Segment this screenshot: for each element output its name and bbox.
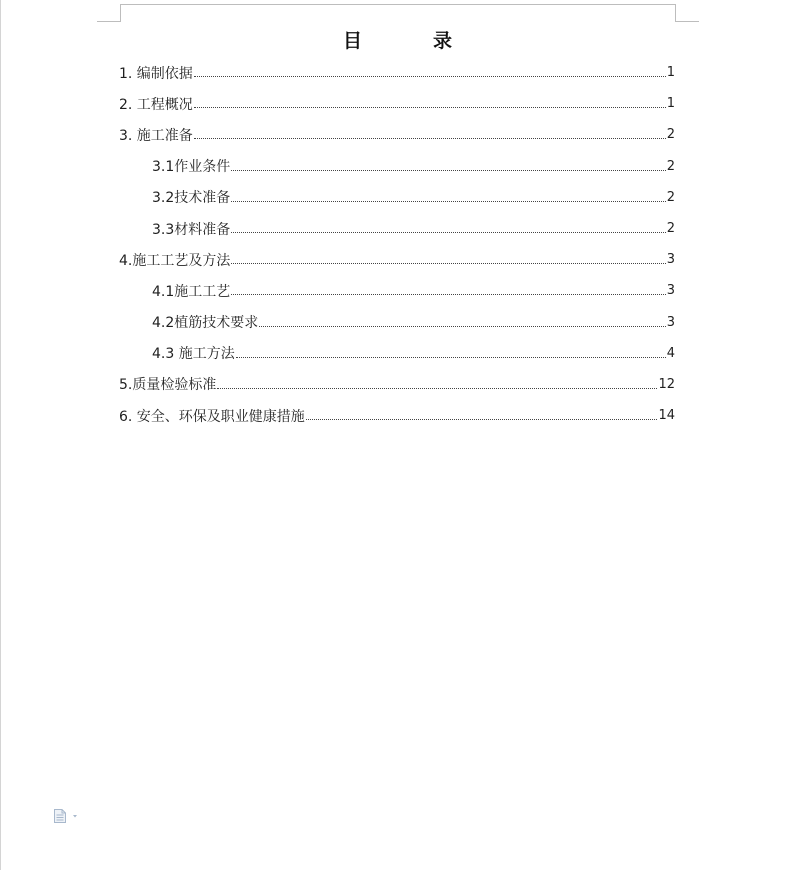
- toc-entry-page-number: 3: [666, 283, 675, 299]
- toc-dot-leader: [217, 388, 657, 389]
- toc-dot-leader: [306, 419, 658, 420]
- toc-dot-leader: [231, 232, 665, 233]
- toc-entry-label: 3.1作业条件: [152, 159, 231, 176]
- toc-entry-page-number: 12: [658, 376, 675, 392]
- crop-mark-left-horizontal: [97, 21, 121, 22]
- toc-dot-leader: [194, 76, 666, 77]
- toc-dot-leader: [259, 326, 665, 327]
- crop-mark-left: [120, 4, 121, 22]
- toc-entry-label: 4.2植筋技术要求: [152, 315, 259, 332]
- toc-entry-label: 4.3 施工方法: [152, 346, 235, 363]
- crop-mark-right: [675, 4, 676, 22]
- toc-entry-page-number: 2: [666, 221, 675, 237]
- toc-title: 目 录: [342, 30, 478, 52]
- chevron-down-icon: [73, 815, 77, 818]
- toc-dot-leader: [231, 294, 665, 295]
- toc-entry-label: 1. 编制依据: [119, 65, 193, 82]
- toc-entry-page-number: 3: [666, 252, 675, 268]
- toc-entry-page-number: 1: [666, 96, 675, 112]
- header-rule: [120, 4, 675, 5]
- toc-entry[interactable]: [119, 182, 675, 213]
- toc-entry-page-number: 2: [666, 158, 675, 174]
- toc-entry[interactable]: [119, 307, 675, 338]
- toc-dot-leader: [194, 138, 666, 139]
- toc-entry-page-number: 14: [658, 408, 675, 424]
- toc-entry-label: 3.2技术准备: [152, 190, 231, 207]
- toc-entry-page-number: 2: [666, 189, 675, 205]
- toc-entry-page-number: 4: [666, 345, 675, 361]
- table-of-contents: [119, 57, 675, 431]
- toc-dot-leader: [231, 170, 665, 171]
- toc-entry-label: 5.质量检验标准: [119, 377, 217, 394]
- toc-dot-leader: [231, 201, 665, 202]
- toc-entry-page-number: 2: [666, 127, 675, 143]
- toc-entry-label: 4.1施工工艺: [152, 283, 231, 300]
- toc-entry-label: 3.3材料准备: [152, 221, 231, 238]
- toc-entry[interactable]: [119, 151, 675, 182]
- toc-dot-leader: [194, 107, 666, 108]
- toc-entry[interactable]: [119, 88, 675, 119]
- toc-entry[interactable]: [119, 338, 675, 369]
- toc-entry[interactable]: [119, 57, 675, 88]
- toc-entry-page-number: 3: [666, 314, 675, 330]
- toc-entry-label: 3. 施工准备: [119, 127, 193, 144]
- toc-entry[interactable]: [119, 119, 675, 150]
- document-icon[interactable]: [53, 808, 81, 824]
- toc-dot-leader: [231, 263, 665, 264]
- toc-entry-label: 4.施工工艺及方法: [119, 252, 231, 269]
- toc-dot-leader: [236, 357, 666, 358]
- crop-mark-right-horizontal: [675, 21, 699, 22]
- toc-entry-label: 2. 工程概况: [119, 96, 193, 113]
- toc-entry-page-number: 1: [666, 65, 675, 81]
- toc-entry[interactable]: [119, 369, 675, 400]
- toc-entry[interactable]: [119, 244, 675, 275]
- toc-entry[interactable]: [119, 400, 675, 431]
- toc-entry[interactable]: [119, 213, 675, 244]
- toc-entry-label: 6. 安全、环保及职业健康措施: [119, 408, 305, 425]
- toc-entry[interactable]: [119, 275, 675, 306]
- page-left-edge: [0, 0, 1, 870]
